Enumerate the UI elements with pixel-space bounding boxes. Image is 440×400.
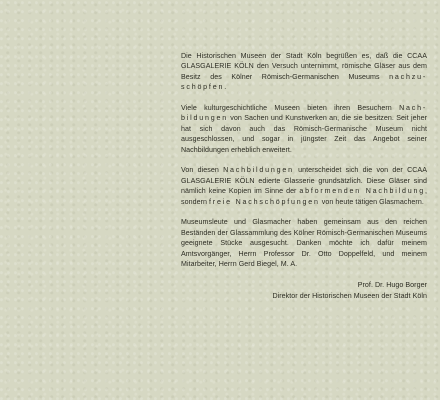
emphasis-spaced-text: freie Nachschöpfungen — [209, 197, 320, 206]
paragraph-text: Museumsleute und Glasmacher haben gemeinsam aus den reichen Beständen der Glassammlung des Kölner Römisch-Germanischen Museums geeignete Stücke ausgesucht. Danken möchte ich dafür meinem Amtsvorgänger, Herrn Professor Dr. Otto Doppelfeld, und meinem Mitarbeiter, Herrn Gerd Biegel, M. A. — [181, 218, 427, 269]
paragraph-4 — [181, 217, 427, 269]
paragraph-text: Von diesen — [181, 166, 224, 175]
body-text — [181, 51, 427, 301]
paragraph-text: unterscheidet sich die von der CCAA GLASGALERIE KÖLN edierte Glasserie grundsätzlich. Diese Gläser sind nämlich keine Kopien im Sinne der — [181, 166, 427, 196]
paragraph-2 — [181, 103, 427, 155]
emphasis-spaced-text: Nach-bildungen — [181, 104, 427, 123]
emphasis-spaced-text: Nachbildungen — [223, 166, 294, 175]
paragraph-text: von Sachen und Kunstwerken an, die sie besitzen. Seit jeher hat sich davon auch das Römisch-Germanische Museum nicht ausgeschlossen, und sogar in jüngster Zeit das Angebot seiner Nachbildungen erheblich erweitert. — [181, 114, 427, 154]
signature-name: Prof. Dr. Hugo Borger — [357, 280, 427, 289]
paragraph-text: Die Historischen Museen der Stadt Köln begrüßen es, daß die CCAA GLASGALERIE KÖLN den Versuch unternimmt, römische Gläser aus dem Besitz des Kölner Römisch-Germanischen Museums — [181, 52, 427, 81]
paragraph-text: . — [224, 83, 227, 92]
signature-title: Direktor der Historischen Museen der Stadt Köln — [272, 291, 427, 300]
signature-block — [181, 280, 427, 302]
emphasis-spaced-text: abformenden Nachbildung — [299, 187, 425, 196]
paragraph-text: , sondern — [181, 187, 427, 206]
paragraph-text: von heute tätigen Glasmachern. — [319, 197, 424, 206]
emphasis-spaced-text: nachzu-schöpfen — [181, 72, 427, 92]
paragraph-1 — [181, 51, 427, 93]
paragraph-text: Viele kulturgeschichtliche Museen bieten ihren Besuchern — [181, 104, 400, 113]
paragraph-3 — [181, 165, 427, 207]
